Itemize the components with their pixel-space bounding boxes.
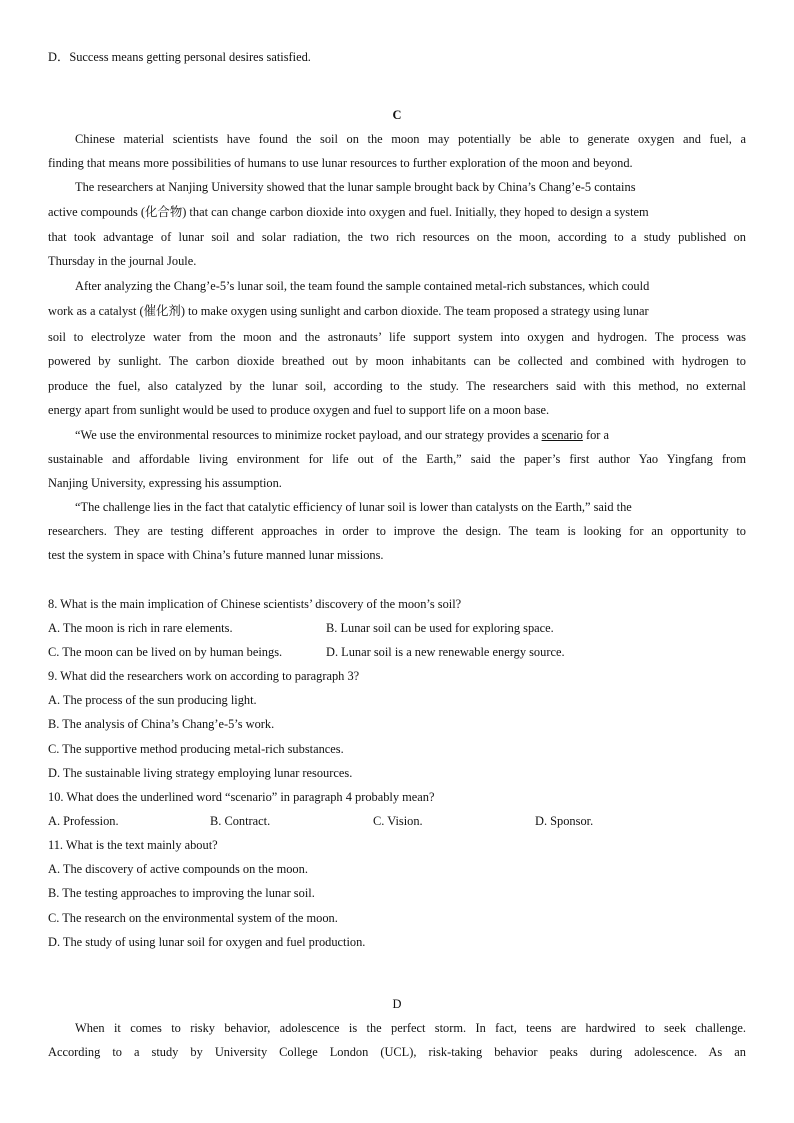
passage-d-line: When it comes to risky behavior, adolescence is the perfect storm. In fact, teens are hardwired to seek challenge. xyxy=(75,1021,746,1035)
question-11-option-c: C. The research on the environmental system of the moon. xyxy=(48,911,338,925)
passage-c-line: active compounds (化合物) that can change carbon dioxide into oxygen and fuel. Initially, they hoped to design a system xyxy=(48,205,649,219)
question-8-option-b: B. Lunar soil can be used for exploring space. xyxy=(326,621,554,635)
passage-c-line: finding that means more possibilities of humans to use lunar resources to further exploration of the moon and beyond. xyxy=(48,156,633,170)
question-11-option-d: D. The study of using lunar soil for oxygen and fuel production. xyxy=(48,935,366,949)
passage-c-line xyxy=(48,427,746,443)
passage-c-line: work as a catalyst (催化剂) to make oxygen using sunlight and carbon dioxide. The team proposed a strategy using lunar xyxy=(48,304,649,318)
passage-c-line: Chinese material scientists have found the soil on the moon may potentially be able to generate oxygen and fuel, a xyxy=(75,132,746,146)
passage-c-line: soil to electrolyze water from the moon and the astronauts’ life support system into oxygen and hydrogen. The process was xyxy=(48,330,746,344)
passage-c-label: C xyxy=(392,108,402,122)
question-10-stem: 10. What does the underlined word “scenario” in paragraph 4 probably mean? xyxy=(48,790,435,804)
question-8-stem: 8. What is the main implication of Chinese scientists’ discovery of the moon’s soil? xyxy=(48,597,462,611)
question-10-option-b: B. Contract. xyxy=(210,814,271,828)
passage-c-line: test the system in space with China’s future manned lunar missions. xyxy=(48,548,384,562)
question-9-option-c: C. The supportive method producing metal-rich substances. xyxy=(48,742,344,756)
question-8-option-d: D. Lunar soil is a new renewable energy source. xyxy=(326,645,565,659)
passage-d-label: D xyxy=(392,997,402,1011)
passage-c-line: that took advantage of lunar soil and solar radiation, the two rich resources on the moon, according to a study published on xyxy=(48,230,746,244)
question-9-option-b: B. The analysis of China’s Chang’e-5’s work. xyxy=(48,717,275,731)
question-9-stem: 9. What did the researchers work on according to paragraph 3? xyxy=(48,669,360,683)
passage-c-line: After analyzing the Chang’e-5’s lunar soil, the team found the sample contained metal-rich substances, which could xyxy=(75,279,650,293)
passage-c-text: for a xyxy=(582,428,610,442)
question-8-option-a: A. The moon is rich in rare elements. xyxy=(48,621,233,635)
passage-c-line: produce the fuel, also catalyzed by the lunar soil, according to the study. The researchers said with this method, no external xyxy=(48,379,746,393)
passage-c-text: “We use the environmental resources to minimize rocket payload, and our strategy provides a xyxy=(75,428,542,442)
passage-c-line: energy apart from sunlight would be used to produce oxygen and fuel to support life on a moon base. xyxy=(48,403,550,417)
underlined-word-scenario: scenario xyxy=(541,428,583,442)
question-11-option-a: A. The discovery of active compounds on the moon. xyxy=(48,862,308,876)
passage-c-line: The researchers at Nanjing University showed that the lunar sample brought back by China’s Chang’e-5 contains xyxy=(75,180,636,194)
passage-d-line: According to a study by University College London (UCL), risk-taking behavior peaks during adolescence. As an xyxy=(48,1045,746,1059)
question-8-option-c: C. The moon can be lived on by human beings. xyxy=(48,645,283,659)
passage-c-line: researchers. They are testing different approaches in order to improve the design. The team is looking for an opportunity to xyxy=(48,524,746,538)
previous-option-d: D．Success means getting personal desires satisfied. xyxy=(48,50,311,64)
passage-c-line: sustainable and affordable living environment for life out of the Earth,” said the paper’s first author Yao Yingfang from xyxy=(48,452,746,466)
question-10-option-a: A. Profession. xyxy=(48,814,119,828)
passage-c-line: Thursday in the journal Joule. xyxy=(48,254,197,268)
question-9-option-d: D. The sustainable living strategy employing lunar resources. xyxy=(48,766,353,780)
passage-c-line: powered by sunlight. The carbon dioxide breathed out by moon inhabitants can be collected and combined with hydrogen to xyxy=(48,354,746,368)
passage-c-line: “The challenge lies in the fact that catalytic efficiency of lunar soil is lower than catalysts on the Earth,” said the xyxy=(75,500,632,514)
question-9-option-a: A. The process of the sun producing light. xyxy=(48,693,257,707)
question-10-option-d: D. Sponsor. xyxy=(535,814,594,828)
question-11-stem: 11. What is the text mainly about? xyxy=(48,838,218,852)
passage-c-line: Nanjing University, expressing his assumption. xyxy=(48,476,282,490)
question-11-option-b: B. The testing approaches to improving the lunar soil. xyxy=(48,886,315,900)
question-10-option-c: C. Vision. xyxy=(373,814,423,828)
